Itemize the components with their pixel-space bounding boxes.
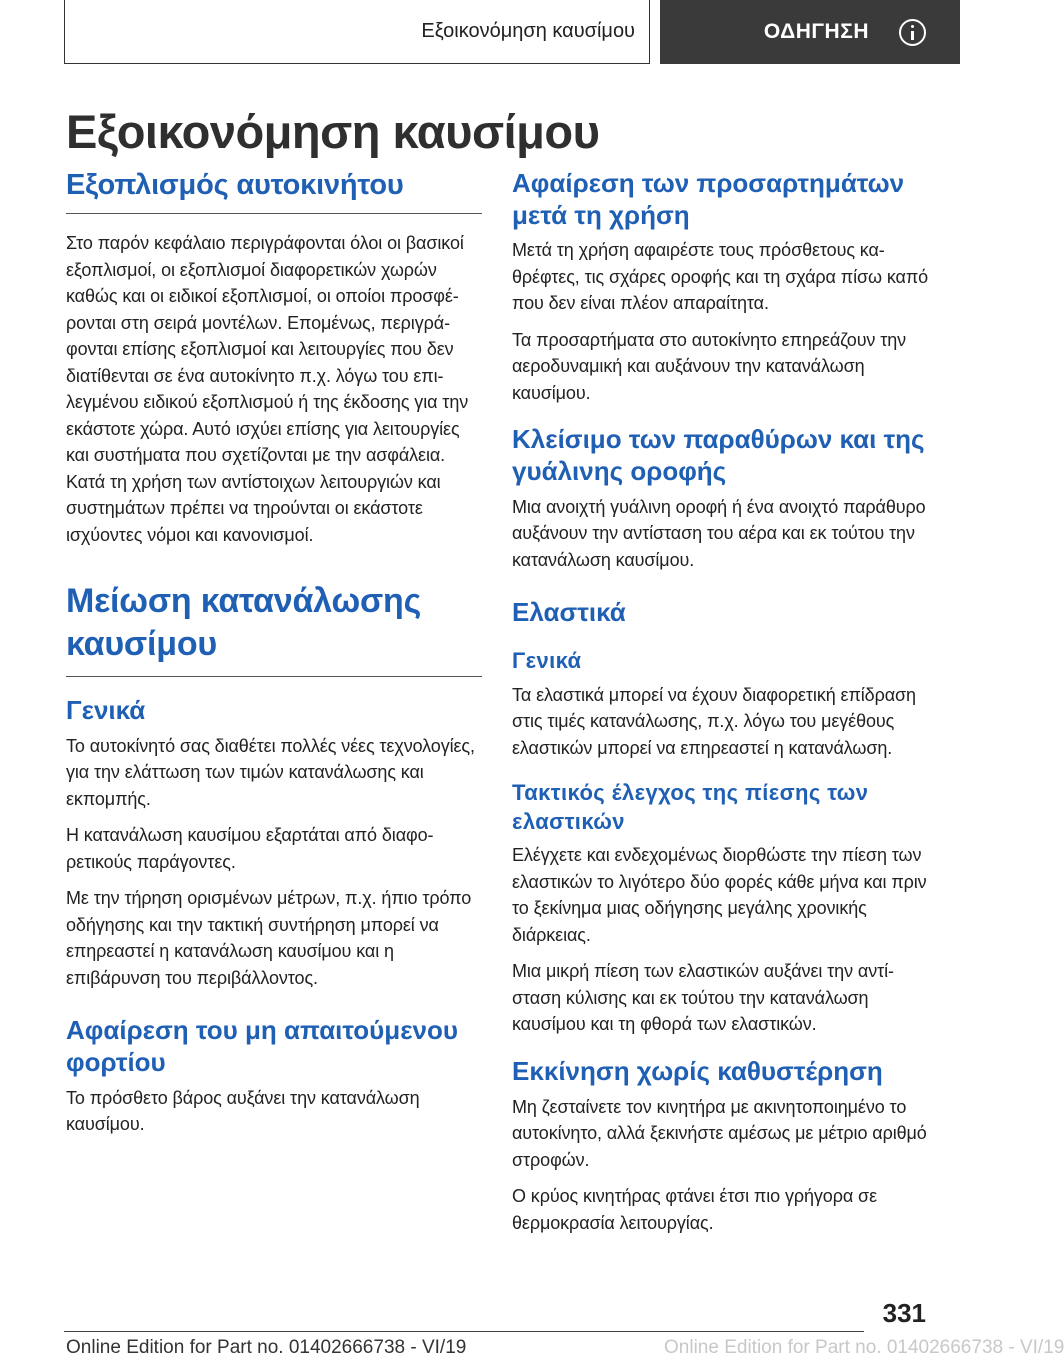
windows-heading: Κλείσιμο των παραθύρων και της γυάλινης οροφής (512, 424, 925, 487)
attachments-paragraph-2: Τα προσαρτήματα στο αυτοκίνητο επηρεάζουν την αεροδυναμική και αυξάνουν την κατανάλωση καυσίμου. (512, 329, 907, 403)
general-paragraph-1: Το αυτοκίνητό σας διαθέτει πολλές νέες τεχνολογίες, για την ελάττωση των τιμών κατανάλωσης και εκπομπής. (66, 735, 475, 809)
chapter-tab (64, 0, 650, 64)
pressure-paragraph-1: Ελέγχετε και ενδεχομένως διορθώστε την πίεση των ελαστικών το λιγότερο δύο φορές κάθε μήνα και πριν το ξεκίνημα μιας οδήγησης μεγάλης χρονικής διάρκειας. (512, 845, 927, 945)
load-text: Το πρόσθετο βάρος αυξάνει την κατανάλωση καυσίμου. (66, 1087, 420, 1135)
general-heading: Γενικά (66, 695, 146, 726)
pressure-paragraph-2: Μια μικρή πίεση των ελαστικών αυξάνει την αντίσταση κύλισης και εκ τούτου την κατανάλωση καυσίμου και τη φθορά των ελαστικών. (512, 961, 895, 1035)
pressure-heading: Τακτικός έλεγχος της πίεσης των ελαστικών (512, 780, 869, 834)
attachments-paragraph-1: Μετά τη χρήση αφαιρέστε τους πρόσθετους καθρέφτες, τις σχάρες οροφής και τη σχάρα πίσω καπό που δεν είναι πλέον απαραίτητα. (512, 240, 929, 314)
page-title: Εξοικονόμηση καυσίμου (66, 105, 600, 158)
right-column (512, 168, 930, 1246)
equipment-text: Στο παρόν κεφάλαιο περιγράφονται όλοι οι βασικοί εξοπλισμοί, οι εξοπλισμοί διαφορετικών χωρών καθώς και οι ειδικοί εξοπλισμοί, οι οποίοι προσφέρονται στη σειρά μοντέλων. Επομένως, περιγράφονται επίσης εξοπλισμοί και λειτουργίες που δεν διατίθενται σε ένα αυτοκίνητο π.χ. λόγω του επιλεγμένου ειδικού εξοπλισμού ή της έκδοσης για την εκάστοτε χώρα. Αυτό ισχύει επίσης για λειτουργίες και συστήματα που σχετίζονται με την ασφάλεια. Κατά τη χρήση των αντίστοιχων λειτουργιών και συστημάτων πρέπει να τηρούνται οι εκάστοτε ισχύοντες νόμοι και κανονισμοί. (66, 233, 469, 545)
reduction-heading: Μείωση κατανάλωσης καυσίμου (66, 580, 482, 677)
attachments-heading: Αφαίρεση των προσαρτημάτων μετά τη χρήση (512, 168, 905, 230)
start-heading: Εκκίνηση χωρίς καθυστέρηση (512, 1055, 883, 1086)
footer-divider (64, 1331, 864, 1332)
footer-edition: Online Edition for Part no. 01402666738 - VI/19 (66, 1337, 467, 1358)
tyres-heading: Ελαστικά (512, 597, 626, 628)
chapter-title: Εξοικονόμηση καυσίμου (421, 20, 635, 42)
start-paragraph-2: Ο κρύος κινητήρας φτάνει έτσι πιο γρήγορα σε θερμοκρασία λειτουργίας. (512, 1186, 877, 1233)
page-number: 331 (882, 1298, 926, 1328)
tyres-general-heading: Γενικά (512, 648, 582, 674)
load-heading: Αφαίρεση του μη απαιτούμενου φορτίου (66, 1015, 459, 1077)
windows-text: Μια ανοιχτή γυάλινη οροφή ή ένα ανοιχτό παράθυρο αυξάνουν την αντίσταση του αέρα και εκ τούτου την κατανάλωση καυσίμου. (512, 496, 926, 570)
equipment-heading: Εξοπλισμός αυτοκινήτου (66, 168, 482, 214)
section-tab (660, 0, 960, 64)
left-column (66, 168, 482, 1148)
section-title: ΟΔΗΓΗΣΗ (763, 20, 869, 43)
info-icon (899, 19, 926, 46)
start-paragraph-1: Μη ζεσταίνετε τον κινητήρα με ακινητοποιημένο το αυτοκίνητο, αλλά ξεκινήστε αμέσως με μέτριο αριθμό στροφών. (512, 1096, 927, 1170)
general-paragraph-2: Η κατανάλωση καυσίμου εξαρτάται από διαφορετικούς παράγοντες. (66, 825, 434, 872)
tyres-general-text: Τα ελαστικά μπορεί να έχουν διαφορετική επίδραση στις τιμές κατανάλωσης, π.χ. λόγω του μεγέθους ελαστικών μπορεί να επηρεαστεί η κατανάλωση. (512, 684, 916, 758)
footer-watermark: Online Edition for Part no. 01402666738 - VI/19 (664, 1337, 1064, 1358)
general-paragraph-3: Με την τήρηση ορισμένων μέτρων, π.χ. ήπιο τρόπο οδήγησης και την τακτική συντήρηση μπορεί να επηρεαστεί η κατανάλωση καυσίμου και η επιβάρυνση του περιβάλλοντος. (66, 888, 472, 988)
